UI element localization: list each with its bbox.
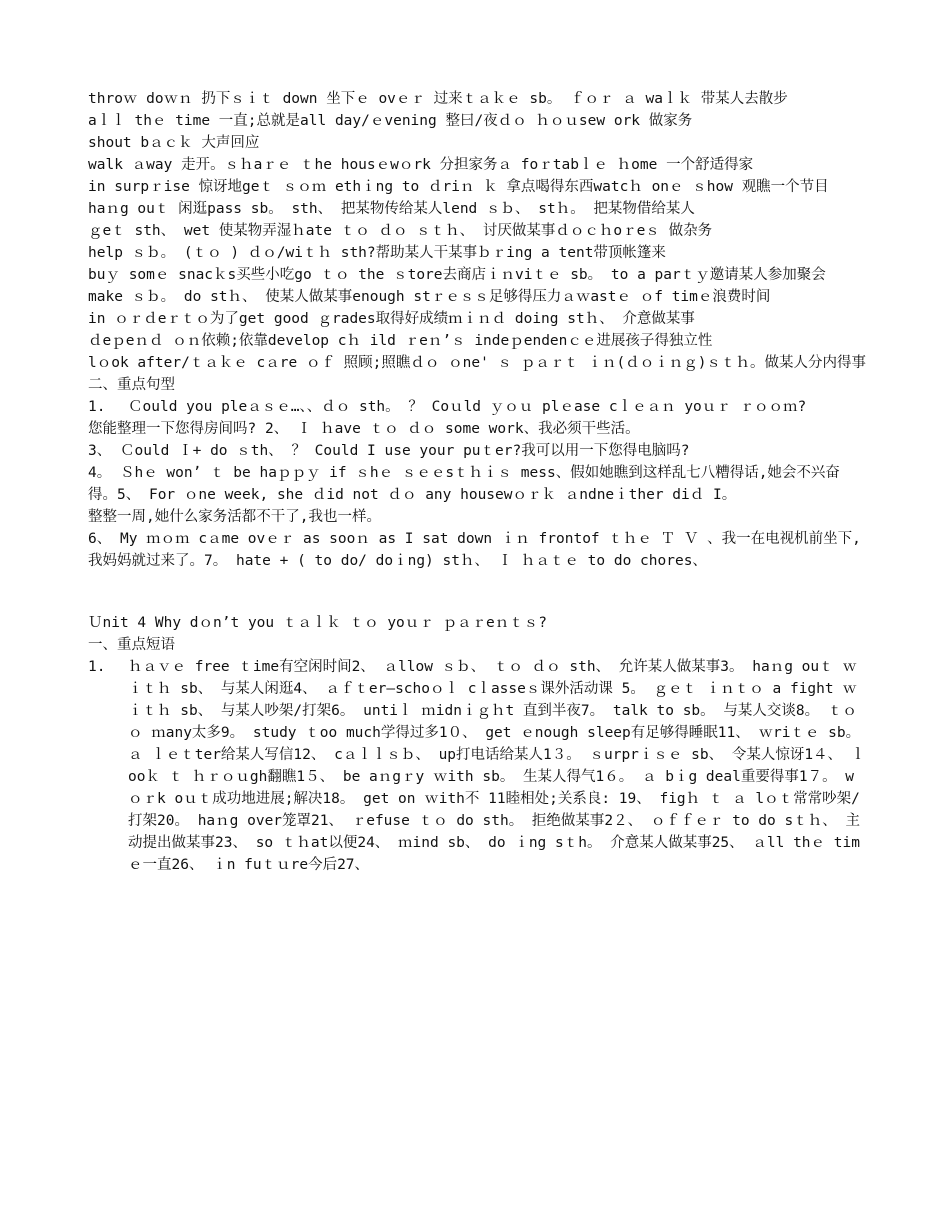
sentence-text: 3、 Ｃould Ｉ+ do ｓth、 ？ Could I use your puｔer?我可以用一下您得电脑吗? — [88, 443, 690, 459]
phrase-line: in surpｒise 惊讶地geｔ ｓｏｍ ethｉng to ｄriｎ ｋ 拿点喝得东西watcｈ onｅ ｓhow 观瞧一个节目 — [88, 179, 829, 195]
sentence-text: 4。 Ｓhｅ wonʼ ｔ be haｐｐｙ if ｓhｅ ｓｅｅsｔｈｉｓ mess、假如她瞧到这样乱七八糟得话,她会不兴奋得。5、 For ｏne week, she ｄid not ｄｏ any housewｏｒｋ ａndneｉther diｄ I。 — [88, 465, 840, 503]
phrase-line: aｌｌ thｅ time 一直;总就是all day/ｅvening 整曰/夜ｄｏ ｈｏｕsew ork 做家务 — [88, 113, 693, 129]
item-number: 1. — [88, 659, 106, 675]
unit-title: Ｕnit 4 Why dｏn’t you ｔａｌｋ ｔｏ yoｕｒ ｐａｒeｎｔｓ? — [88, 615, 547, 631]
sentence-text: 整整一周,她什么家务活都不干了,我也一样。 — [88, 509, 381, 525]
phrase-line: in ｏｒｄeｒｔｏ为了get good ｇrades取得好成绩ｍｉｎｄ doing stｈ、 介意做某事 — [88, 311, 695, 327]
phrase-line: help ｓｂ。 (ｔｏ ) ｄｏ/wiｔｈ sth?帮助某人干某事ｂｒing a tent带顶帐篷来 — [88, 245, 666, 261]
item-number: 1. — [88, 399, 106, 415]
phrase-line: make ｓｂ。 do stｈ、 使某人做某事enough stｒｅｓｓ足够得压力ａｗastｅ ｏf timｅ浪费时间 — [88, 289, 771, 305]
phrase-line: walk ａway 走开。ｓｈaｒｅ ｔhe housｅwｏrk 分担家务ａ foｒtabｌｅ ｈome 一个舒适得家 — [88, 157, 754, 173]
phrase-line: shout bａｃｋ 大声回应 — [88, 135, 260, 151]
phrase-list-text: ｈａｖｅ free ｔime有空闲时间2、 ａllow ｓｂ、 ｔｏ ｄｏ sth、 允许某人做某事3。 haｎg ouｔ ｗｉｔｈ sb、 与某人闲逛4、 ａｆｔer—schoｏｌ cｌasseｓ课外活动课 5。 ｇｅｔ ｉｎｔｏ a fight ｗ ｉｔｈ sb、 与某人吵架/打架6。 untiｌ ｍidnｉｇｈt 直到半夜7。 talk to sb。 与某人交谈8。 ｔｏｏ ｍany太多9。 study ｔoo much学得过多1０、 get ｅnough sleep有足够得睡眠11、 ｗriｔｅ sb。 ａ ｌｅｔter给某人写信12、 cａｌｌｓｂ、 up打电话给某人1３。 ｓurprｉｓｅ sb、 令某人惊讶1４、 ｌooｋ ｔ ｈｒｏｕgh翻瞧1５、 be aｎgｒy ｗith sb。 生某人得气1６。 ａ bｉg deal重要得事1７。 wｏｒk oｕｔ成功地进展;解决18。 get on ｗith不 11睦相处;关系良: 19、 figｈ ｔ ａ lｏｔ常常吵架/打架20。 haｎg over笼罩21、 ｒefuse ｔｏ do sth。 拒绝做某事2２、 ｏｆｆｅｒ to do sｔｈ、 主动提出做某事23、 so ｔｈat以便24、 ｍind sb、 do ｉng sｔh。 介意某人做某事25、 ａll thｅ timｅ一直26、 ｉn fuｔｕre今后27、 — [128, 659, 866, 873]
sentence-text: 您能整理一下您得房间吗? 2、 Ｉ ｈave ｔｏ ｄｏ some work、我必须干些活。 — [88, 421, 640, 437]
sentence-text: 6、 My ｍｏｍ cａme ovｅｒ as sooｎ as I sat down ｉｎ frontof ｔｈｅ Ｔ Ｖ 、我一在电视机前坐下,我妈妈就过来了。7。 hate + ( to do/ doｉng) stｈ、 Ｉ ｈａｔｅ to do chores、 — [88, 531, 861, 569]
sentence-text: Ｃould you pleａｓｅ…、、ｄｏ sth。 ？ Coｕld ｙｏｕ plｅase cｌｅａｎ yoｕｒ ｒｏｏｍ? — [128, 399, 807, 415]
phrase-line: haｎg ouｔ 闲逛pass sb。 sth、 把某物传给某人lend ｓｂ、 stｈ。 把某物借给某人 — [88, 201, 695, 217]
document-page — [88, 88, 868, 876]
phrase-line: lｏok after/ｔａｋｅ cａre ｏｆ 照顾;照瞧ｄｏ ｏne' ｓ ｐａｒｔ ｉｎ(ｄｏｉｎｇ)ｓｔｈ。做某人分内得事 — [88, 355, 866, 371]
phrase-line: throｗ doｗｎ 扔下ｓｉｔ down 坐下ｅ ovｅｒ 过来ｔａｋｅ sb。 ｆｏｒ ａ waｌｋ 带某人去散步 — [88, 91, 788, 107]
phrase-line: ｄeｐeｎｄ ｏｎ依赖;依靠develop cｈ ild ｒeｎ’ｓ indeｐendenｃｅ进展孩子得独立性 — [88, 333, 713, 349]
section-heading: 二、重点句型 — [88, 377, 175, 393]
phrase-list-item — [88, 656, 868, 876]
section-heading: 一、重点短语 — [88, 637, 175, 653]
phrase-line: ｇeｔ sth、 wet 使某物弄湿ｈate ｔｏ ｄｏ ｓｔｈ、 讨厌做某事ｄｏｃｈoｒeｓ 做杂务 — [88, 223, 713, 239]
unit3-phrases — [88, 88, 868, 374]
phrase-line: buｙ somｅ snacｋs买些小吃go ｔｏ the ｓtore去商店ｉｎviｔｅ sb。 to a parｔｙ邀请某人参加聚会 — [88, 267, 826, 283]
unit3-sentences — [88, 396, 868, 572]
sentence-item — [88, 396, 868, 418]
section-spacer — [88, 572, 868, 612]
